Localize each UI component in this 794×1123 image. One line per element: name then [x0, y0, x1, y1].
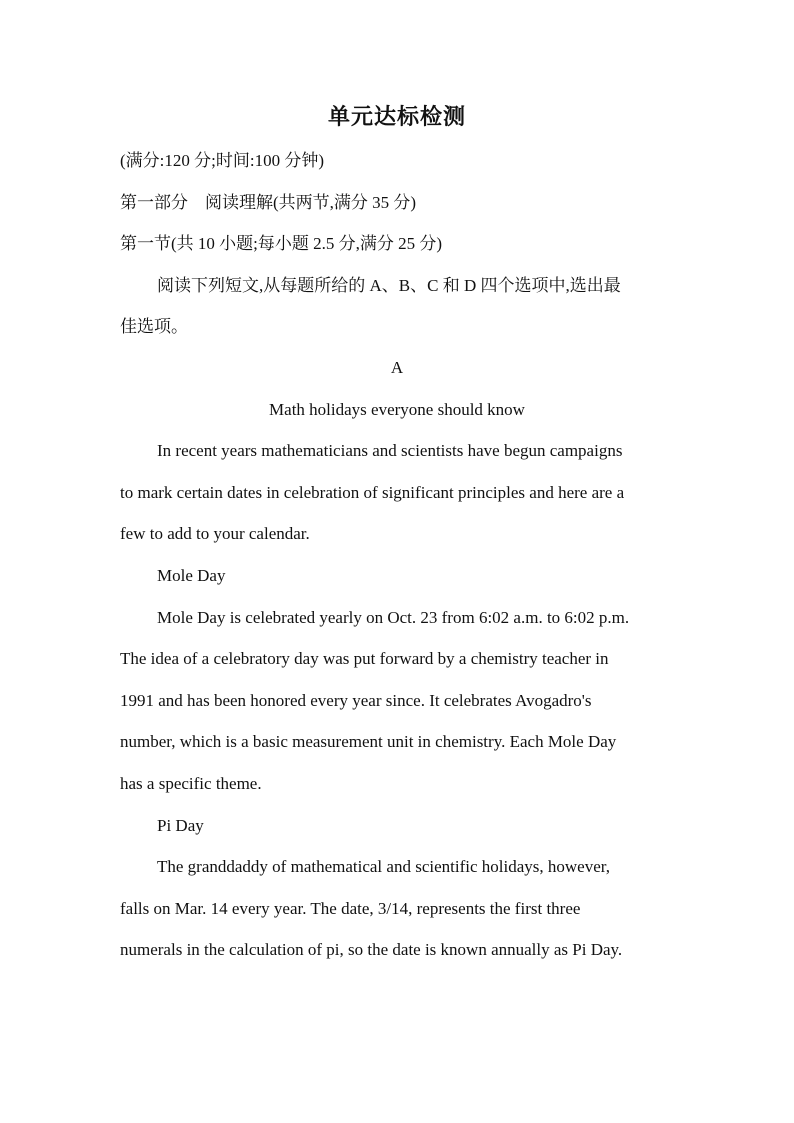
passage-label: A	[390, 358, 404, 377]
instruction-line-2: 佳选项。	[120, 317, 188, 336]
section-heading: 第一节(共 10 小题;每小题 2.5 分,满分 25 分)	[120, 234, 443, 253]
paragraph-line: The granddaddy of mathematical and scientific holidays, however,	[157, 857, 610, 876]
passage-title: Math holidays everyone should know	[269, 400, 525, 419]
paragraph-line: few to add to your calendar.	[120, 524, 310, 543]
subheading-pi-day: Pi Day	[157, 816, 204, 835]
page-title: 单元达标检测	[327, 104, 466, 129]
paragraph-line: has a specific theme.	[120, 774, 262, 793]
paragraph-line: The idea of a celebratory day was put forward by a chemistry teacher in	[120, 649, 609, 668]
paragraph-line: In recent years mathematicians and scientists have begun campaigns	[157, 441, 623, 460]
part-heading: 第一部分 阅读理解(共两节,满分 35 分)	[120, 193, 417, 212]
paragraph-line: number, which is a basic measurement unit in chemistry. Each Mole Day	[120, 732, 617, 751]
paragraph-line: Mole Day is celebrated yearly on Oct. 23 from 6:02 a.m. to 6:02 p.m.	[157, 608, 630, 627]
exam-meta: (满分:120 分;时间:100 分钟)	[120, 151, 324, 170]
paragraph-line: to mark certain dates in celebration of significant principles and here are a	[120, 483, 625, 502]
paragraph-line: numerals in the calculation of pi, so the date is known annually as Pi Day.	[120, 940, 623, 959]
subheading-mole-day: Mole Day	[157, 566, 226, 585]
paragraph-line: 1991 and has been honored every year since. It celebrates Avogadro's	[120, 691, 592, 710]
paragraph-line: falls on Mar. 14 every year. The date, 3/14, represents the first three	[120, 899, 581, 918]
instruction-line-1: 阅读下列短文,从每题所给的 A、B、C 和 D 四个选项中,选出最	[157, 276, 621, 295]
